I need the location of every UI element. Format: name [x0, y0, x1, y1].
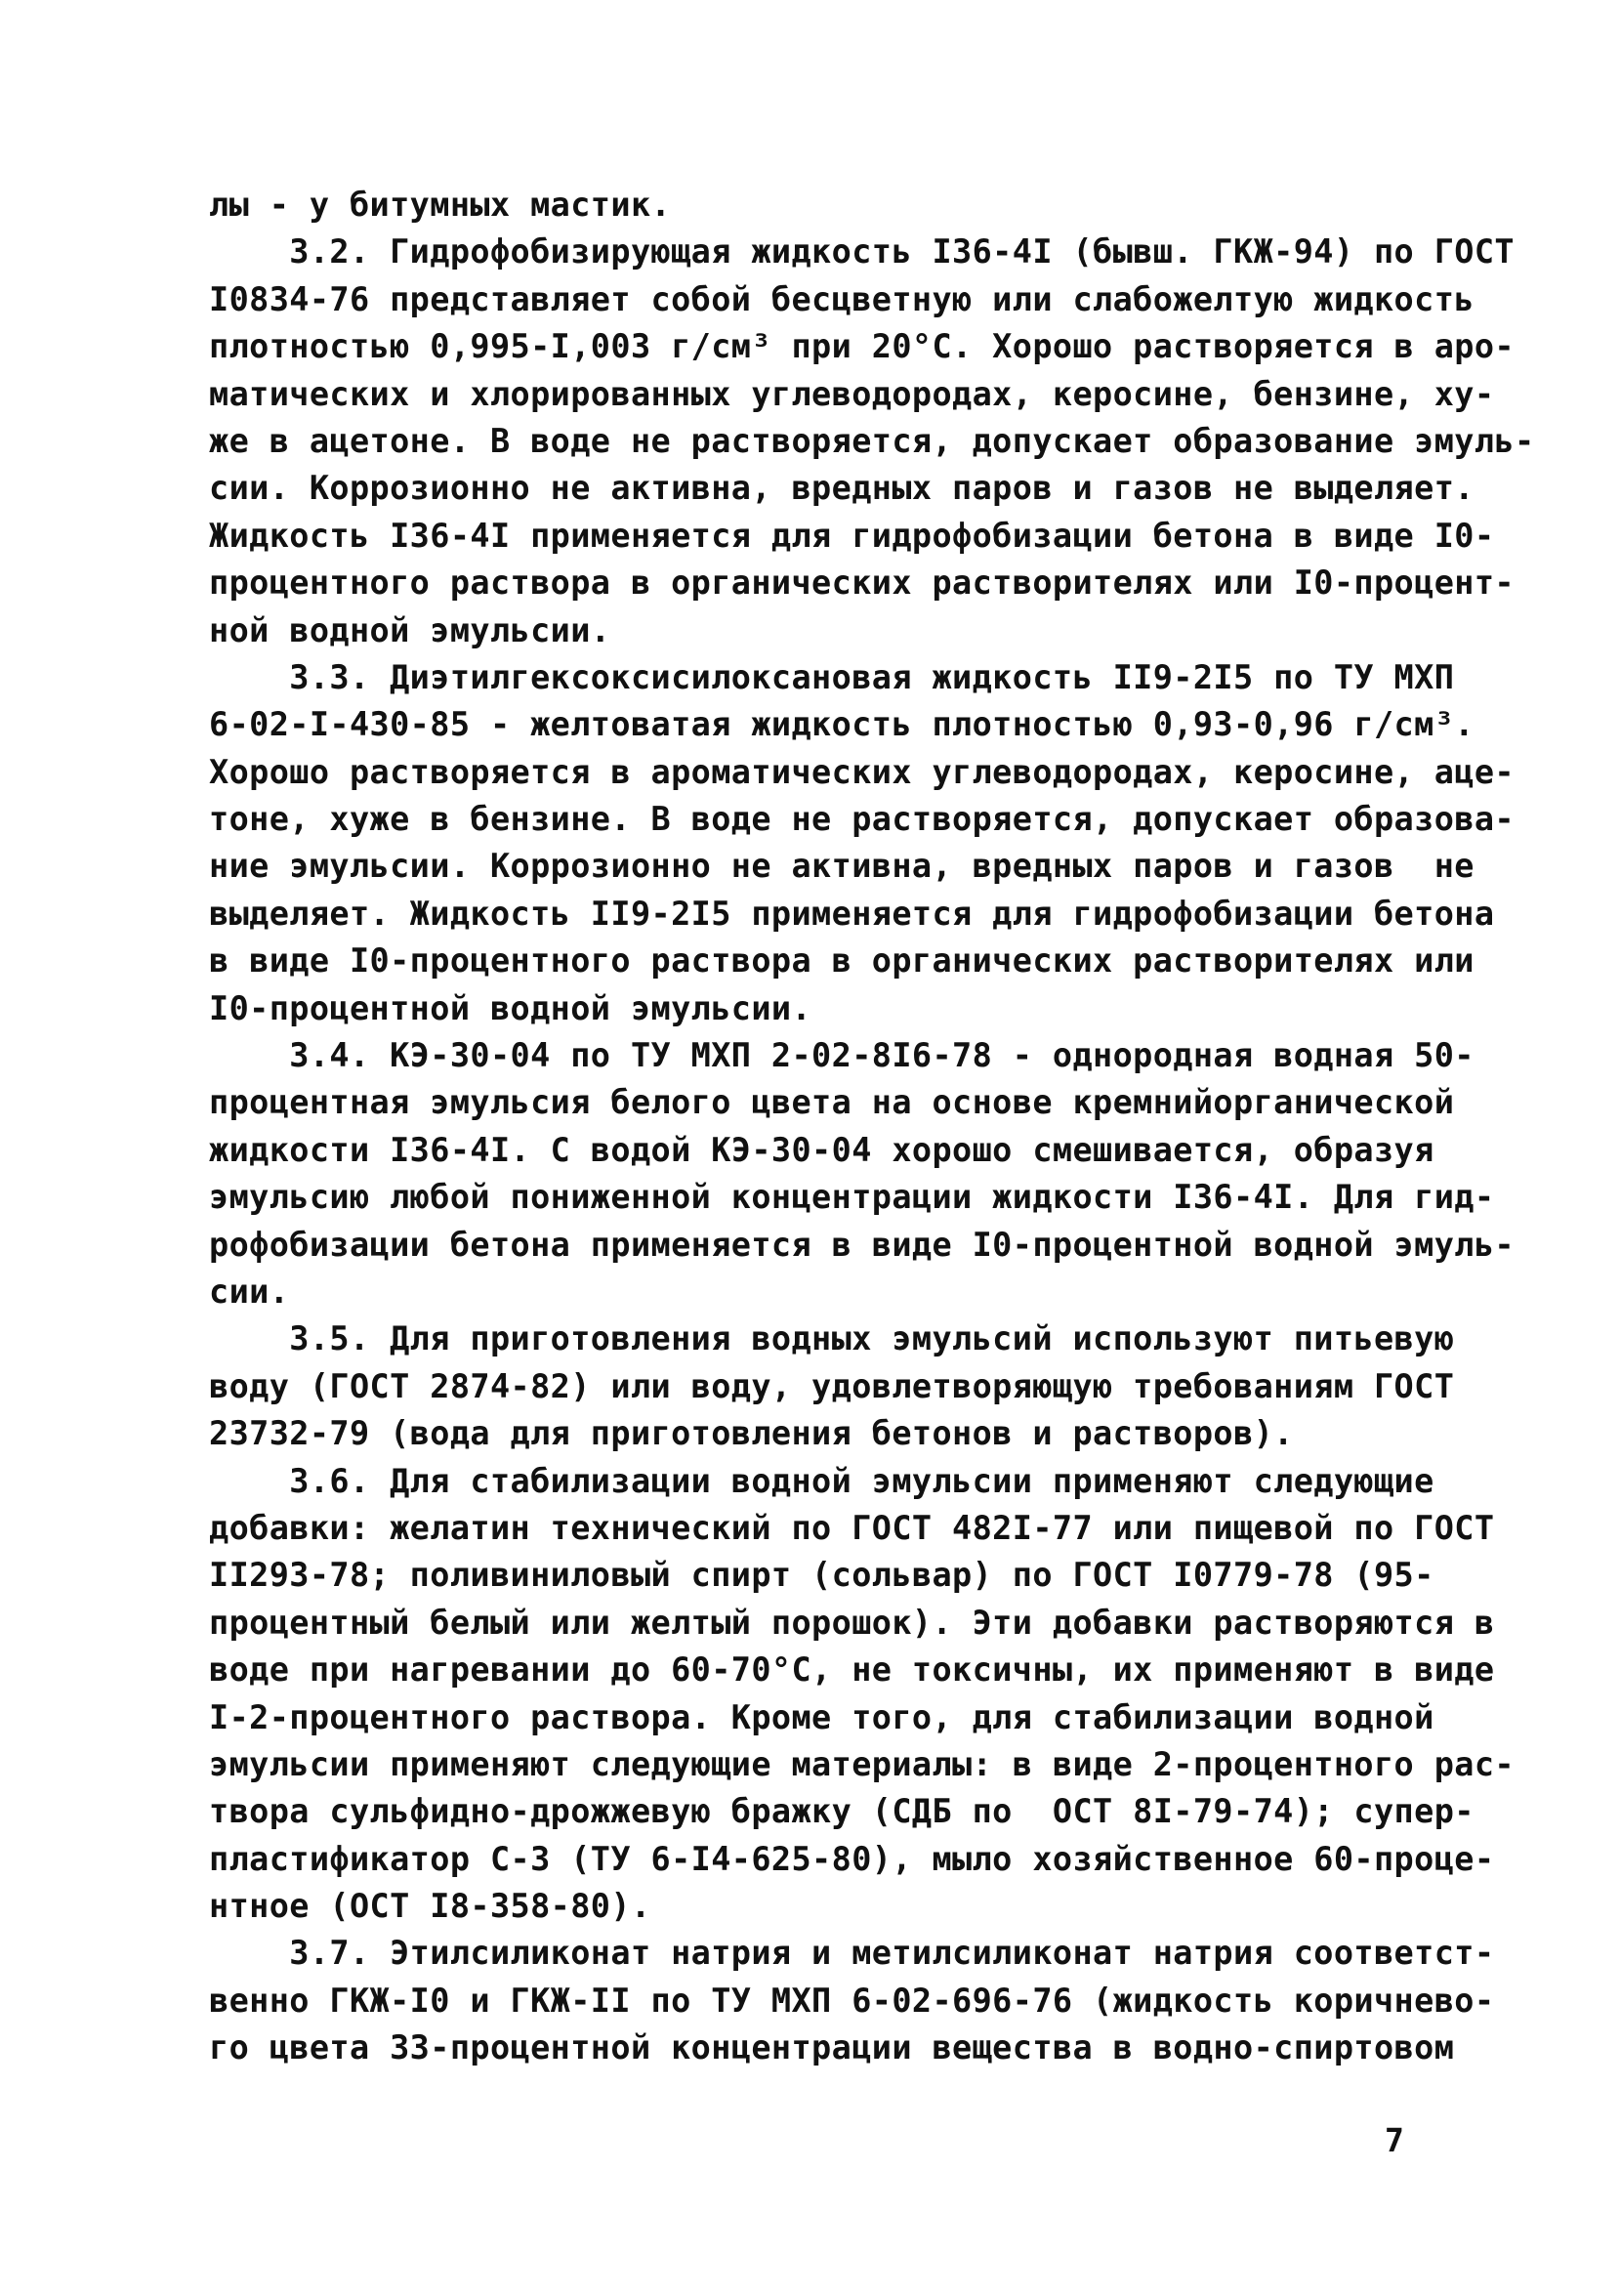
text-line: в виде I0-процентного раствора в органических растворителях или	[209, 941, 1475, 981]
text-line: тоне, хуже в бензине. В воде не растворяется, допускает образова-	[209, 800, 1515, 839]
text-line: го цвета 33-процентной концентрации вещества в водно-спиртовом	[209, 2028, 1455, 2067]
text-line: нтное (ОСТ I8-358-80).	[209, 1887, 651, 1926]
text-line: эмульсии применяют следующие материалы: в виде 2-процентного рас-	[209, 1744, 1515, 1783]
text-line: твора сульфидно-дрожжевую бражку (СДБ по ОСТ 8I-79-74); супер-	[209, 1792, 1475, 1831]
text-line: процентного раствора в органических растворителях или I0-процент-	[209, 564, 1515, 603]
text-line: I-2-процентного раствора. Кроме того, для стабилизации водной	[209, 1697, 1434, 1736]
text-line: 23732-79 (вода для приготовления бетонов и растворов).	[209, 1414, 1294, 1453]
text-line: процентный белый или желтый порошок). Эти добавки растворяются в	[209, 1603, 1495, 1642]
text-line: жидкости I36-4I. С водой КЭ-30-04 хорошо смешивается, образуя	[209, 1130, 1434, 1169]
body-text	[209, 182, 1535, 2072]
text-line: выделяет. Жидкость II9-2I5 применяется для гидрофобизации бетона	[209, 894, 1495, 933]
text-line: 3.6. Для стабилизации водной эмульсии применяют следующие	[209, 1461, 1434, 1500]
text-line: 6-02-I-430-85 - желтоватая жидкость плотностью 0,93-0,96 г/см³.	[209, 705, 1475, 744]
text-line: же в ацетоне. В воде не растворяется, допускает образование эмуль-	[209, 421, 1535, 460]
text-line: добавки: желатин технический по ГОСТ 482I-77 или пищевой по ГОСТ	[209, 1508, 1495, 1547]
text-line: эмульсию любой пониженной концентрации жидкости I36-4I. Для гид-	[209, 1178, 1495, 1217]
page-number: 7	[1385, 2121, 1404, 2159]
text-line: лы - у битумных мастик.	[209, 186, 672, 224]
text-line: ной водной эмульсии.	[209, 610, 611, 649]
text-line: II293-78; поливиниловый спирт (сольвар) по ГОСТ I0779-78 (95-	[209, 1556, 1434, 1595]
text-line: венно ГКЖ-I0 и ГКЖ-II по ТУ МХП 6-02-696-76 (жидкость коричнево-	[209, 1981, 1495, 2020]
text-line: плотностью 0,995-I,003 г/см³ при 20°С. Хорошо растворяется в аро-	[209, 327, 1515, 366]
text-line: I0834-76 представляет собой бесцветную или слабожелтую жидкость	[209, 279, 1475, 318]
text-line: пластификатор С-3 (ТУ 6-I4-625-80), мыло хозяйственное 60-проце-	[209, 1839, 1495, 1878]
text-line: процентная эмульсия белого цвета на основе кремнийорганической	[209, 1083, 1455, 1122]
text-line: воде при нагревании до 60-70°С, не токсичны, их применяют в виде	[209, 1650, 1495, 1690]
text-line: I0-процентной водной эмульсии.	[209, 988, 812, 1027]
text-line: сии.	[209, 1272, 290, 1311]
text-line: рофобизации бетона применяется в виде I0-процентной водной эмуль-	[209, 1225, 1515, 1264]
text-line: 3.3. Диэтилгексоксисилоксановая жидкость II9-2I5 по ТУ МХП	[209, 657, 1455, 696]
text-line: 3.7. Этилсиликонат натрия и метилсиликонат натрия соответст-	[209, 1934, 1495, 1973]
text-line: Жидкость I36-4I применяется для гидрофобизации бетона в виде I0-	[209, 516, 1495, 555]
text-line: Хорошо растворяется в ароматических углеводородах, керосине, аце-	[209, 752, 1515, 791]
text-line: 3.2. Гидрофобизирующая жидкость I36-4I (бывш. ГКЖ-94) по ГОСТ	[209, 232, 1515, 271]
text-line: сии. Коррозионно не активна, вредных паров и газов не выделяет.	[209, 469, 1475, 508]
text-line: ние эмульсии. Коррозионно не активна, вредных паров и газов не	[209, 847, 1475, 886]
text-line: 3.5. Для приготовления водных эмульсий используют питьевую	[209, 1319, 1455, 1358]
text-line: матических и хлорированных углеводородах, керосине, бензине, ху-	[209, 374, 1495, 413]
text-line: 3.4. КЭ-30-04 по ТУ МХП 2-02-8I6-78 - однородная водная 50-	[209, 1036, 1475, 1075]
text-line: воду (ГОСТ 2874-82) или воду, удовлетворяющую требованиям ГОСТ	[209, 1366, 1455, 1405]
